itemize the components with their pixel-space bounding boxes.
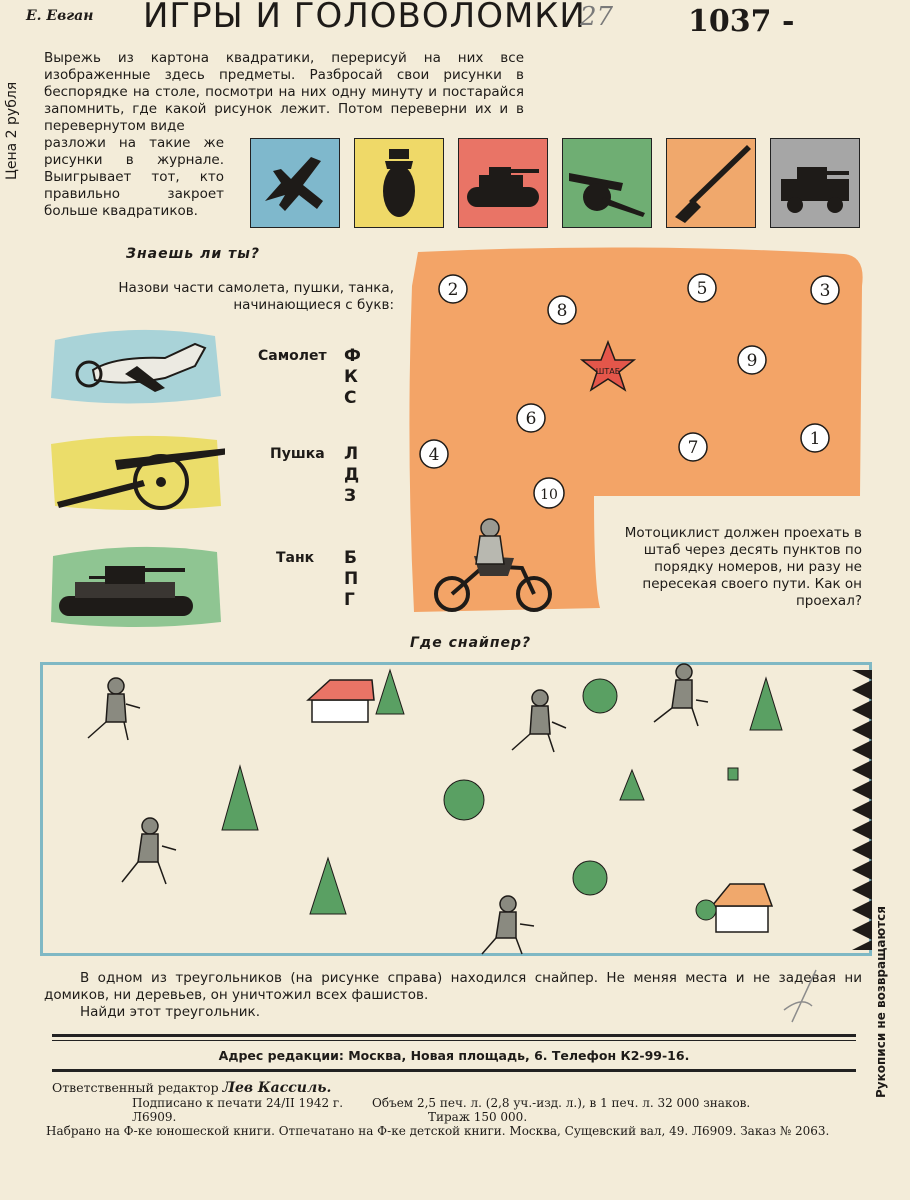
divider xyxy=(52,1034,856,1037)
svg-text:ШТАБ: ШТАБ xyxy=(595,367,621,376)
quiz-title: Знаешь ли ты? xyxy=(126,246,260,262)
route-point-1 xyxy=(801,424,829,452)
svg-text:8: 8 xyxy=(556,301,568,321)
tree-icon xyxy=(583,679,617,713)
sniper-title: Где снайпер? xyxy=(410,635,532,651)
memory-tiles xyxy=(250,138,860,228)
bomb-tile xyxy=(354,138,444,228)
printing-info: Набрано на Ф-ке юношеской книги. Отпечатано на Ф-ке детской книги. Москва, Сущевский вал, 49. Л6909. Заказ № 2063. xyxy=(46,1124,830,1138)
tree-icon xyxy=(444,780,484,820)
quiz-item-tank: Танк xyxy=(276,550,315,566)
airplane-tile xyxy=(250,138,340,228)
svg-text:5: 5 xyxy=(696,279,708,299)
airplane-icon xyxy=(251,139,339,227)
divider xyxy=(52,1069,856,1072)
cannon-tile xyxy=(562,138,652,228)
print-volume: Объем 2,5 печ. л. (2,8 уч.-изд. л.), в 1 печ. л. 32 000 знаков. Тираж 150 000. xyxy=(372,1096,751,1124)
handwritten-note: 27 xyxy=(580,2,614,32)
editorial-address: Адрес редакции: Москва, Новая площадь, 6. Телефон К2-99-16. xyxy=(218,1048,690,1063)
route-point-2 xyxy=(439,275,467,303)
svg-text:7: 7 xyxy=(687,438,699,458)
bomb-icon xyxy=(355,139,443,227)
route-point-9 xyxy=(738,346,766,374)
divider xyxy=(52,1040,856,1041)
editor-label: Ответственный редактор xyxy=(52,1080,219,1095)
pencil-mark xyxy=(772,966,832,1026)
route-point-5 xyxy=(688,274,716,302)
author: Е. Евган xyxy=(26,8,94,24)
memory-game-instructions-end: разложи на такие же рисунки в журнале. Выигрывает тот, кто правильно закроет больше квадратиков. xyxy=(44,135,224,219)
route-point-7 xyxy=(679,433,707,461)
cannon-icon xyxy=(563,139,651,227)
sniper-field xyxy=(40,662,872,956)
svg-text:10: 10 xyxy=(540,487,558,503)
svg-text:6: 6 xyxy=(525,409,537,429)
svg-text:9: 9 xyxy=(746,351,758,371)
editor-line xyxy=(52,1080,331,1096)
print-signature: Подписано к печати 24/II 1942 г. Л6909. xyxy=(132,1096,344,1124)
price-label: Цена 2 рубля xyxy=(4,81,20,180)
route-point-6 xyxy=(517,404,545,432)
rifle-icon xyxy=(667,139,755,227)
quiz-letters-tank: Б П Г xyxy=(344,548,359,610)
quiz-prompt: Назови части самолета, пушки, танка, начинающиеся с букв: xyxy=(118,280,394,313)
route-point-4 xyxy=(420,440,448,468)
page-title: ИГРЫ И ГОЛОВОЛОМКИ xyxy=(143,0,586,36)
cannon-illustration xyxy=(45,428,225,516)
route-point-3 xyxy=(811,276,839,304)
svg-text:2: 2 xyxy=(447,280,459,300)
memory-game-instructions: Вырежь из картона квадратики, перерисуй на них все изображенные здесь предметы. Разбросай свои рисунки в беспорядке на столе, посмотри на них одну минуту и постарайся запомнить, где какой рисунок лежит. Потом переверни их и в перевернутом виде xyxy=(44,50,524,134)
route-point-8 xyxy=(548,296,576,324)
quiz-letters-cannon: Л Д З xyxy=(344,444,360,506)
tree-icon xyxy=(696,900,716,920)
quiz-letters-plane: Ф К С xyxy=(344,346,361,408)
manuscripts-note: Рукописи не возвращаются xyxy=(874,906,888,1098)
editor-name: Лев Кассиль. xyxy=(222,1080,332,1096)
route-point-10 xyxy=(534,478,564,508)
sniper-puzzle-text: В одном из треугольников (на рисунке справа) находился снайпер. Не меняя места и не задевая ни домиков, ни деревьев, он уничтожил всех фашистов. Найди этот треугольник. xyxy=(44,970,862,1020)
tank-icon xyxy=(459,139,547,227)
quiz-item-cannon: Пушка xyxy=(270,446,325,462)
svg-text:1: 1 xyxy=(809,429,821,449)
quiz-item-plane: Самолет xyxy=(258,348,327,364)
svg-text:4: 4 xyxy=(428,445,440,465)
svg-text:3: 3 xyxy=(819,281,831,301)
rifle-tile xyxy=(666,138,756,228)
tree-icon xyxy=(573,861,607,895)
page-number: 1037 - xyxy=(688,4,795,39)
stump-icon xyxy=(728,768,738,780)
route-puzzle-text: Мотоциклист должен проехать в штаб через десять пунктов по порядку номеров, ни разу не пересекая своего пути. Как он проехал? xyxy=(624,525,862,609)
armored-car-tile xyxy=(770,138,860,228)
tank-tile xyxy=(458,138,548,228)
plane-illustration xyxy=(45,322,225,410)
armored-car-icon xyxy=(771,139,859,227)
tank-illustration xyxy=(45,542,225,630)
